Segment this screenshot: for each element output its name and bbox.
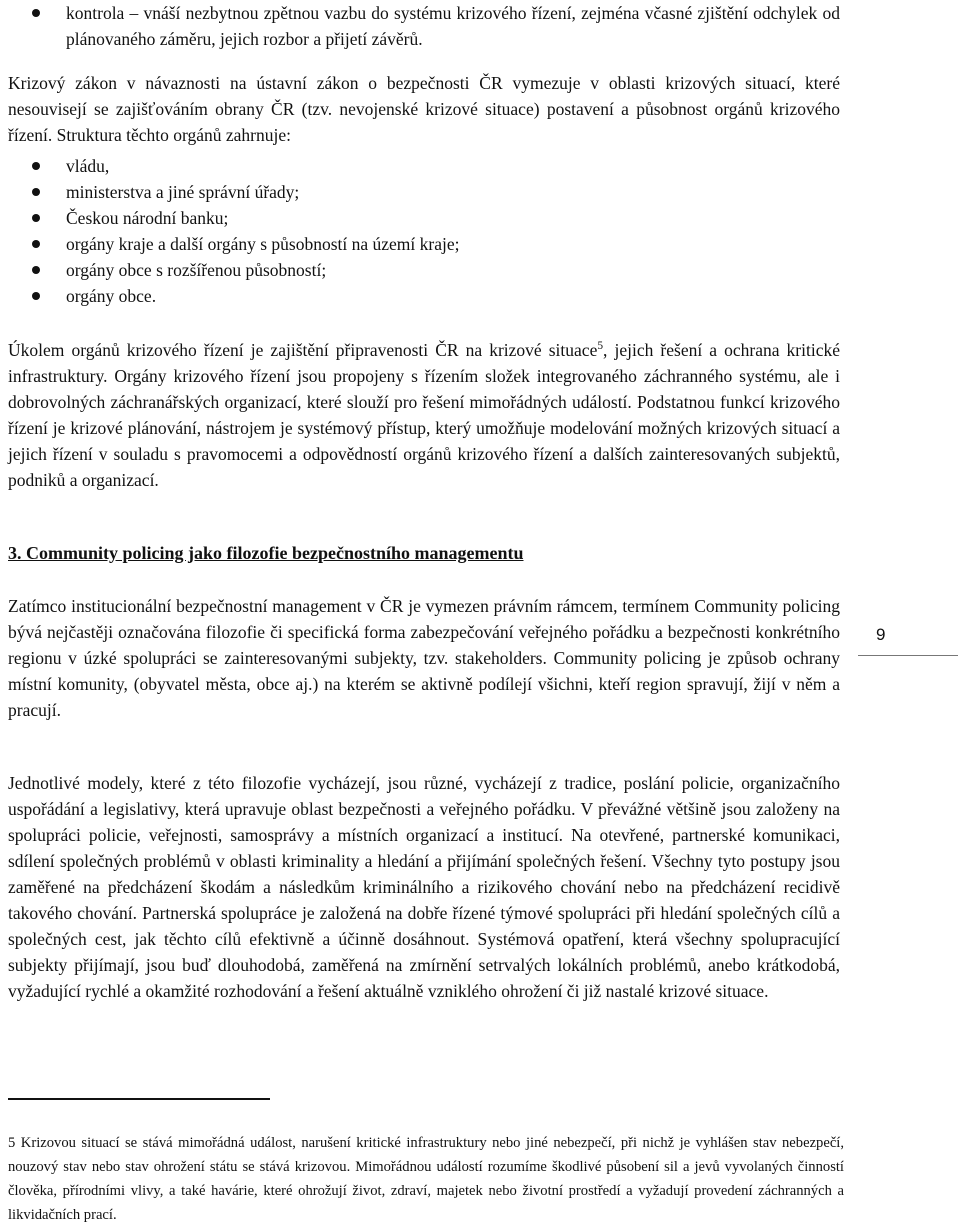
- bullet-icon: [32, 9, 40, 17]
- paragraph-crisis-tasks: [8, 337, 840, 493]
- list-item: [8, 257, 840, 283]
- bullet-icon: [32, 292, 40, 300]
- paragraph-text-start: Úkolem orgánů krizového řízení je zajištění připravenosti ČR na krizové situace: [8, 340, 598, 360]
- list-item-text: orgány obce s rozšířenou působností;: [66, 260, 327, 280]
- bullet-icon: [32, 240, 40, 248]
- list-item: [8, 0, 840, 52]
- list-item-text: Českou národní banku;: [66, 208, 229, 228]
- footnote-reference[interactable]: 5: [597, 340, 604, 353]
- list-item: [8, 179, 840, 205]
- section-heading: 3. Community policing jako filozofie bezpečnostního managementu: [8, 543, 524, 563]
- page-number: 9: [876, 625, 886, 644]
- bullet-text: kontrola – vnáší nezbytnou zpětnou vazbu do systému krizového řízení, zejména včasné zjištění odchylek od plánovaného záměru, jejich rozbor a přijetí závěrů.: [66, 3, 840, 49]
- list-item-text: orgány obce.: [66, 286, 157, 306]
- list-item-text: ministerstva a jiné správní úřady;: [66, 182, 300, 202]
- list-item: [8, 283, 840, 309]
- list-item: [8, 205, 840, 231]
- list-item: [8, 153, 840, 179]
- list-item: [8, 231, 840, 257]
- bullet-icon: [32, 188, 40, 196]
- list-item-text: orgány kraje a další orgány s působností na území kraje;: [66, 234, 460, 254]
- paragraph-crisis-law: Krizový zákon v návaznosti na ústavní zákon o bezpečnosti ČR vymezuje v oblasti krizových situací, které nesouvisejí se zajišťováním obrany ČR (tzv. nevojenské krizové situace) postavení a působnost orgánů krizového řízení. Struktura těchto orgánů zahrnuje:: [8, 73, 840, 145]
- organs-list: [8, 153, 840, 309]
- footnote: 5 Krizovou situací se stává mimořádná událost, narušení kritické infrastruktury nebo jiné nebezpečí, při nichž je vyhlášen stav nebezpečí, nouzový stav nebo stav ohrožení státu se stává krizovou. Mimořádnou událostí rozumíme škodlivé působení sil a jevů vyvolaných činností člověka, přírodními vlivy, a také havárie, které ohrožují život, zdraví, majetek nebo životní prostředí a vyžadují provedení záchranných a likvidačních prací.: [8, 1135, 844, 1223]
- bullet-icon: [32, 266, 40, 274]
- paragraph-models: Jednotlivé modely, které z této filozofie vycházejí, jsou různé, vycházejí z tradice, poslání policie, organizačního uspořádání a legislativy, která upravuje oblast bezpečnosti a veřejného pořádku. V převážné většině jsou založeny na spolupráci policie, veřejnosti, samosprávy a místních organizací a institucí. Na otevřené, partnerské komunikaci, sdílení společných problémů v oblasti kriminality a hledání a přijímání společných řešení. Všechny tyto postupy jsou zaměřené na předcházení škodám a následkům kriminálního a rizikového chování nebo na předcházení recidivě takového chování. Partnerská spolupráce je založená na dobře řízené týmové spolupráci při hledání společných cílů a společných cest, jak těchto cílů efektivně a účinně dosáhnout. Systémová opatření, která všechny spolupracující subjekty přijímají, jsou buď dlouhodobá, zaměřená na zmírnění setrvalých lokálních problémů, anebo krátkodobá, vyžadující rychlé a okamžité rozhodování a řešení aktuálně vzniklého ohrožení či již nastalé krizové situace.: [8, 773, 840, 1001]
- list-item-text: vládu,: [66, 156, 110, 176]
- paragraph-text-end: , jejich řešení a ochrana kritické infrastruktury. Orgány krizového řízení jsou propojeny s řízením složek integrovaného záchranného systému, ale i dobrovolných záchranářských organizací, které slouží pro řešení mimořádných událostí. Podstatnou funkcí krizového řízení je krizové plánování, nástrojem je systémový přístup, který umožňuje modelování možných krizových situací a jejich řízení v souladu s pravomocemi a odpovědností orgánů krizového řízení a dalších zainteresovaných subjektů, podniků a organizací.: [8, 340, 840, 490]
- page-number-rule: [858, 655, 958, 656]
- bullet-icon: [32, 162, 40, 170]
- bullet-icon: [32, 214, 40, 222]
- paragraph-community-policing: Zatímco institucionální bezpečnostní management v ČR je vymezen právním rámcem, termínem Community policing bývá nejčastěji označována filozofie či specifická forma zabezpečování veřejného pořádku a bezpečnosti konkrétního regionu v úzké spolupráci se zainteresovanými subjekty, tzv. stakeholders. Community policing je způsob ochrany místní komunity, (obyvatel města, obce aj.) na kterém se aktivně podílejí všichni, kteří region spravují, žijí v něm a pracují.: [8, 596, 840, 720]
- top-bullet-list: [8, 0, 840, 52]
- footnote-separator: [8, 1098, 270, 1100]
